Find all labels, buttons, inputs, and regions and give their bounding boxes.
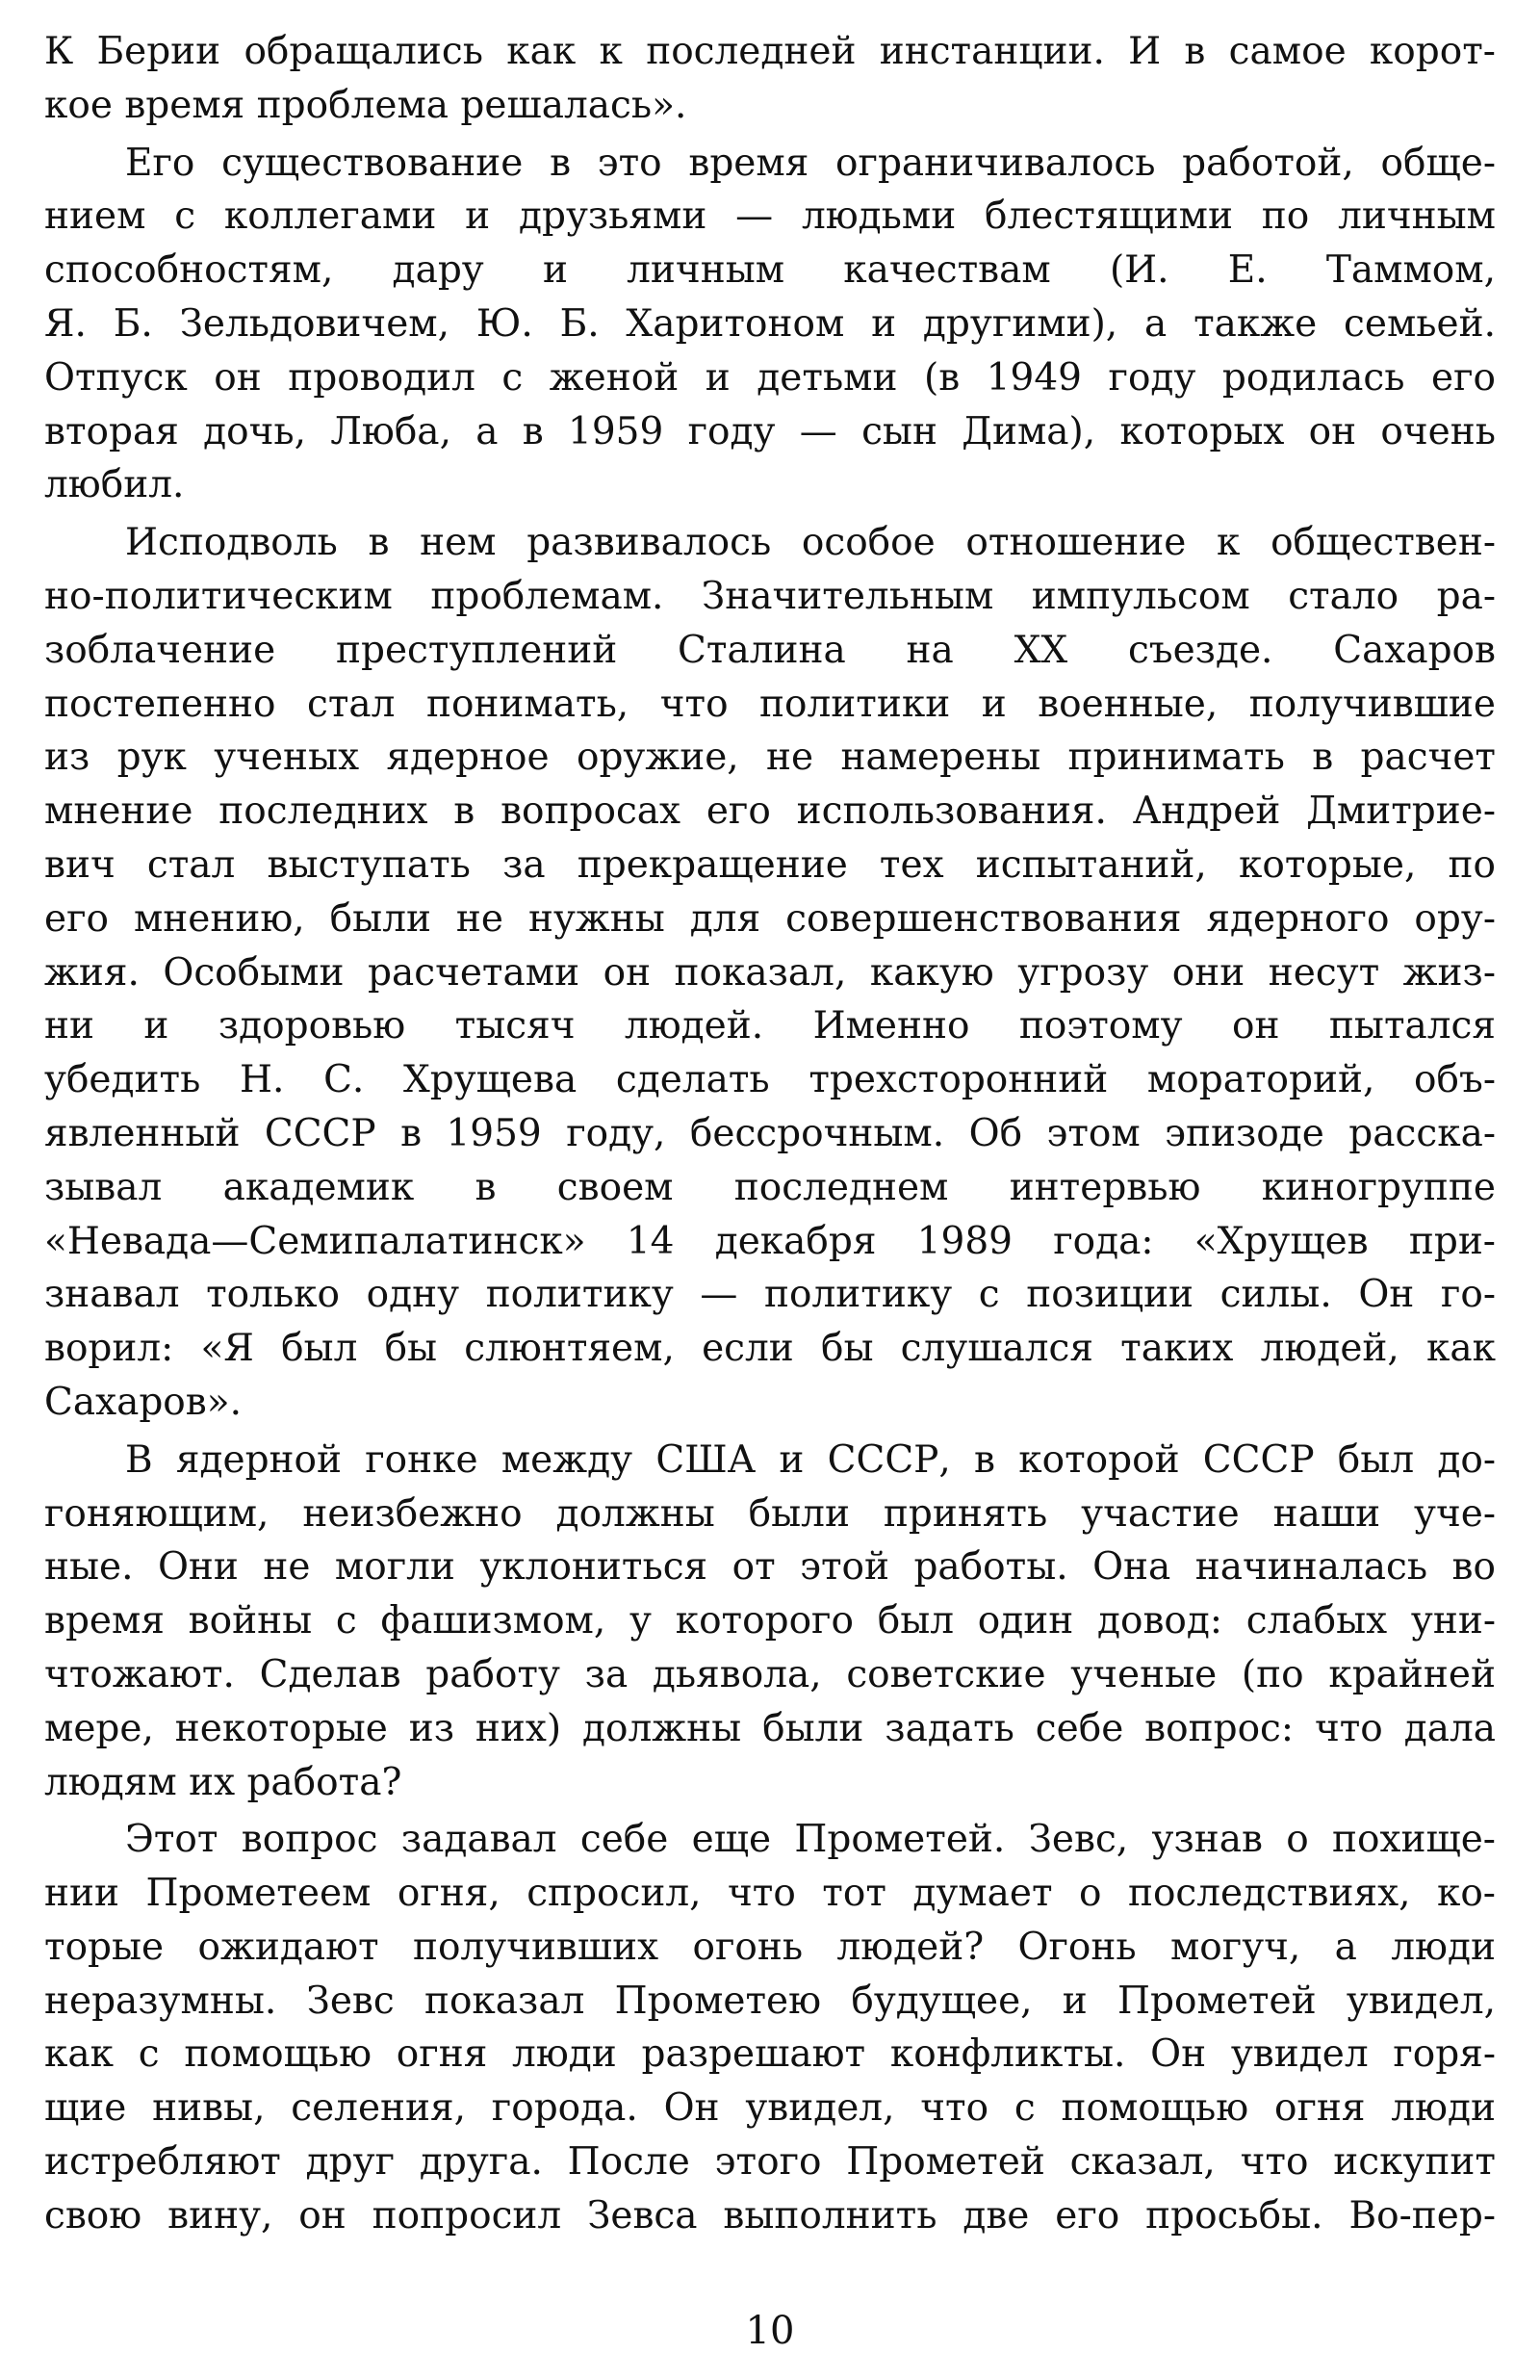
text-line: постепенно стал понимать, что политики и военные, получившие (44, 682, 1496, 726)
paragraph-1 (44, 25, 1496, 133)
text-line: нии Прометеем огня, спросил, что тот думает о последствиях, ко- (44, 1872, 1496, 1916)
text-line: ные. Они не могли уклониться от этой работы. Она начиналась во (44, 1545, 1496, 1590)
text-line: гоняющим, неизбежно должны были принять участие наши уче- (44, 1491, 1496, 1536)
text-line: Этот вопрос задавал себе еще Прометей. Зевс, узнав о похище- (125, 1818, 1496, 1862)
text-line: явленный СССР в 1959 году, бессрочным. Об этом эпизоде расска- (44, 1111, 1496, 1155)
page-number: 10 (745, 2309, 795, 2353)
text-line: как с помощью огня люди разрешают конфликты. Он увидел горя- (44, 2032, 1496, 2077)
text-line: убедить Н. С. Хрущева сделать трехсторонний мораторий, объ- (44, 1058, 1496, 1102)
text-line: из рук ученых ядерное оружие, не намерены принимать в расчет (44, 736, 1496, 780)
text-line: время войны с фашизмом, у которого был один довод: слабых уни- (44, 1599, 1496, 1643)
text-line: жия. Особыми расчетами он показал, какую угрозу они несут жиз- (44, 950, 1496, 995)
text-line: вич стал выступать за прекращение тех испытаний, которые, по (44, 842, 1496, 887)
text-line: В ядерной гонке между США и СССР, в которой СССР был до- (125, 1437, 1496, 1482)
text-line: свою вину, он попросил Зевса выполнить две его просьбы. Во-пер- (44, 2193, 1496, 2238)
text-line: знавал только одну политику — политику с позиции силы. Он го- (44, 1273, 1496, 1317)
text-line: мере, некоторые из них) должны были задать себе вопрос: что дала (44, 1706, 1496, 1750)
text-line: ни и здоровью тысяч людей. Именно поэтому он пытался (44, 1004, 1496, 1048)
text-line: щие нивы, селения, города. Он увидел, что с помощью огня люди (44, 2086, 1496, 2131)
text-line: способностям, дару и личным качествам (И. Е. Таммом, (44, 248, 1496, 293)
paragraph-2 (44, 137, 1496, 513)
text-line: Отпуск он проводил с женой и детьми (в 1949 году родилась его (44, 355, 1496, 400)
page-body (44, 25, 1496, 2243)
text-line: его мнению, были не нужны для совершенствования ядерного ору- (44, 896, 1496, 941)
text-line: К Берии обращались как к последней инстанции. И в самое корот- (44, 30, 1496, 73)
text-line: но-политическим проблемам. Значительным импульсом стало ра- (44, 574, 1496, 618)
text-line: Его существование в это время ограничивалось работой, обще- (125, 141, 1496, 185)
paragraph-3 (44, 516, 1496, 1430)
text-line: мнение последних в вопросах его использования. Андрей Дмитрие- (44, 789, 1496, 834)
text-line: нием с коллегами и друзьями — людьми блестящими по личным (44, 194, 1496, 239)
text-line: торые ожидают получивших огонь людей? Огонь могуч, а люди (44, 1925, 1496, 1969)
text-line: Исподволь в нем развивалось особое отношение к обществен- (125, 521, 1496, 565)
text-line: зывал академик в своем последнем интервью киногруппе (44, 1165, 1496, 1209)
text-line: чтожают. Сделав работу за дьявола, советские ученые (по крайней (44, 1652, 1496, 1696)
paragraph-5 (44, 1813, 1496, 2242)
text-line: Сахаров». (44, 1380, 242, 1424)
paragraph-4 (44, 1434, 1496, 1810)
text-line: ворил: «Я был бы слюнтяем, если бы слушался таких людей, как (44, 1327, 1496, 1371)
text-line: кое время проблема решалась». (44, 83, 687, 127)
text-line: людям их работа? (44, 1760, 402, 1804)
text-line: любил. (44, 463, 185, 507)
text-line: вторая дочь, Люба, а в 1959 году — сын Дима), которых он очень (44, 409, 1496, 453)
text-line: неразумны. Зевс показал Прометею будущее, и Прометей увидел, (44, 1979, 1496, 2023)
text-line: Я. Б. Зельдовичем, Ю. Б. Харитоном и другими), а также семьей. (44, 301, 1496, 346)
text-line: зоблачение преступлений Сталина на XX съезде. Сахаров (44, 628, 1496, 672)
text-line: истребляют друг друга. После этого Прометей сказал, что искупит (44, 2140, 1496, 2185)
text-line: «Невада—Семипалатинск» 14 декабря 1989 года: «Хрущев при- (44, 1219, 1496, 1263)
